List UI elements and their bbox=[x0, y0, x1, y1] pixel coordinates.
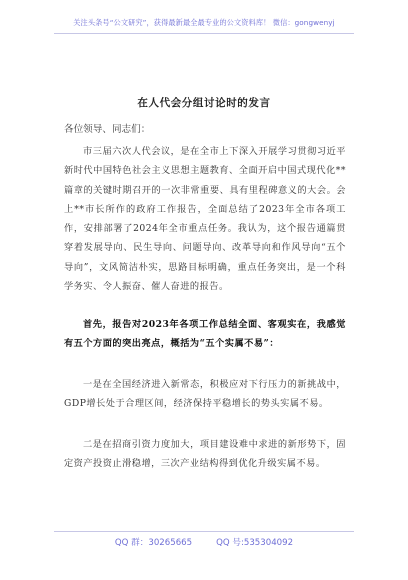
header-wechat-id: 微信：gongwenyj bbox=[272, 18, 335, 27]
header-banner bbox=[0, 18, 408, 28]
paragraph-highlight: 首先，报告对2023年各项工作总结全面、客观实在，我感觉有五个方面的突出亮点，概括为“五个实属不易”： bbox=[64, 319, 346, 350]
document-title: 在人代会分组讨论时的发言 bbox=[137, 97, 271, 109]
footer-qq-group: QQ 群：30265665 bbox=[114, 538, 193, 548]
paragraph-point-one: 一是在全国经济进入新常态，积极应对下行压力的新挑战中， GDP增长处于合理区间，经济保持平稳增长的势头实属不易。 bbox=[64, 379, 346, 410]
header-divider bbox=[54, 33, 354, 34]
paragraph-intro: 市三届六次人代会议，是在全市上下深入开展学习贯彻习近平新时代中国特色社会主义思想主题教育、全面开启中国式现代化**篇章的关键时期召开的一次非常重要、具有里程碑意义的大会。会上**市长所作的政府工作报告，全面总结了2023年全市各项工作，安排部署了2024年全市重点任务。我认为，这个报告通篇贯穿着发展导向、民生导向、问题导向、改革导向和作风导向“五个导向”，文风简洁朴实，思路目标明确，重点任务突出，是一个科学务实、令人振奋、催人奋进的报告。 bbox=[64, 146, 346, 293]
header-promo-text: 关注头条号“公文研究”，获得最新最全最专业的公文资料库！ bbox=[73, 18, 271, 27]
paragraph-point-two: 二是在招商引资力度加大，项目建设难中求进的新形势下，固定资产投资止滑稳增，三次产业结构得到优化升级实属不易。 bbox=[64, 439, 346, 470]
footer-qq-number: QQ 号:535304092 bbox=[216, 538, 294, 548]
greeting-line: 各位领导、同志们： bbox=[64, 124, 151, 135]
footer-contact bbox=[0, 536, 408, 548]
footer-divider bbox=[54, 531, 354, 532]
